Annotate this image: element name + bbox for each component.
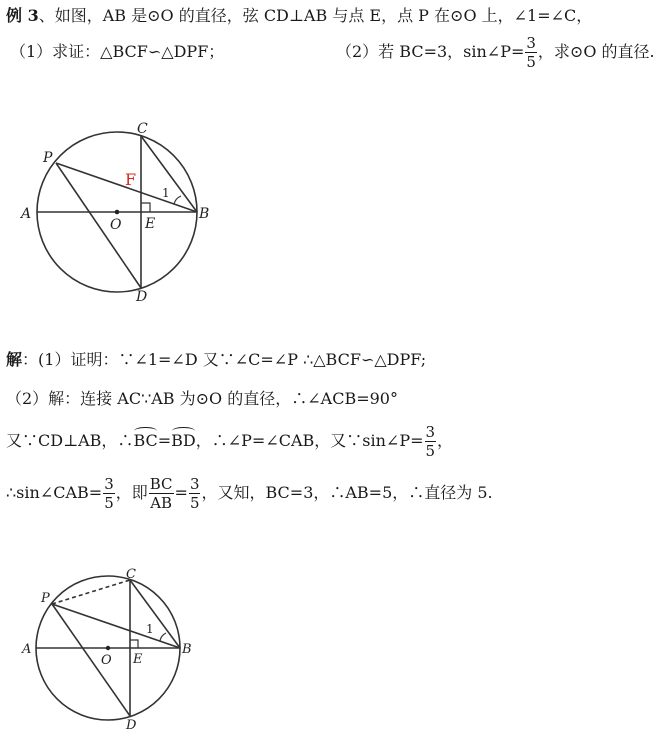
label-angle-1-2: 1 bbox=[146, 622, 154, 636]
segment-pd-2 bbox=[52, 604, 130, 716]
line4-denominator-1: 5 bbox=[104, 494, 114, 512]
solution-line-4 bbox=[6, 475, 493, 512]
line4-equals: = bbox=[174, 483, 188, 502]
line4-fraction-1 bbox=[103, 475, 115, 512]
label-a-2: A bbox=[22, 642, 32, 657]
line3-fraction bbox=[425, 423, 437, 460]
solution-line-2: （2）解：连接 AC∵AB 为⊙O 的直径，∴∠ACB=90° bbox=[6, 389, 398, 408]
geometry-figure-2 bbox=[0, 565, 230, 735]
label-f: F bbox=[125, 170, 137, 189]
arc-equals: = bbox=[157, 431, 172, 450]
line3-denominator: 5 bbox=[425, 442, 436, 460]
label-c-2: C bbox=[126, 567, 136, 582]
problem-part1: （1）求证：△BCF∽△DPF； bbox=[10, 42, 225, 61]
line4-fraction-3 bbox=[189, 475, 201, 512]
label-d: D bbox=[136, 289, 148, 305]
solution-line-1 bbox=[6, 350, 426, 370]
angle-1-arc-2 bbox=[160, 633, 166, 641]
label-b: B bbox=[199, 206, 210, 222]
label-o-2: O bbox=[101, 653, 112, 668]
solution-line-3-start: 又∵CD⊥AB，∴ bbox=[6, 431, 134, 450]
solution-line-1-text: ：(1）证明：∵∠1=∠D 又∵∠C=∠P ∴△BCF∽△DPF; bbox=[22, 350, 427, 369]
solution-line-3-end: ， bbox=[437, 431, 454, 450]
label-angle-1: 1 bbox=[162, 186, 170, 200]
part2-suffix: ，求⊙O 的直径. bbox=[537, 42, 655, 61]
problem-statement bbox=[6, 6, 592, 26]
label-p-2: P bbox=[41, 591, 50, 606]
part2-numerator: 3 bbox=[526, 34, 536, 52]
right-angle-mark bbox=[141, 203, 150, 212]
angle-1-arc bbox=[174, 196, 181, 204]
line4-numerator-3: 3 bbox=[189, 475, 200, 493]
label-a: A bbox=[21, 206, 32, 222]
solution-label: 解 bbox=[6, 350, 23, 369]
line4-denominator-3: 5 bbox=[189, 494, 200, 512]
segment-cb-2 bbox=[130, 580, 180, 648]
right-angle-mark-2 bbox=[130, 640, 138, 648]
solution-line-3 bbox=[6, 423, 453, 460]
part2-denominator: 5 bbox=[526, 53, 536, 71]
center-dot bbox=[115, 210, 120, 215]
center-dot-2 bbox=[106, 646, 110, 650]
solution-line-4-end: ，又知，BC=3，∴AB=5，∴直径为 5. bbox=[201, 483, 493, 502]
label-e-2: E bbox=[133, 652, 143, 667]
label-p: P bbox=[43, 150, 53, 166]
line4-fraction-2 bbox=[149, 475, 174, 512]
example-label: 例 3 bbox=[6, 6, 39, 25]
label-e: E bbox=[145, 216, 156, 232]
solution-line-4-start: ∴sin∠CAB= bbox=[6, 483, 103, 502]
label-o: O bbox=[110, 217, 122, 233]
problem-text: 、如图，AB 是⊙O 的直径，弦 CD⊥AB 与点 E，点 P 在⊙O 上，∠1=∠C， bbox=[38, 6, 593, 25]
part2-prefix: （2）若 BC=3，sin∠P= bbox=[336, 42, 525, 61]
line3-numerator: 3 bbox=[425, 423, 436, 441]
segment-pb-2 bbox=[52, 604, 180, 648]
geometry-figure-1 bbox=[0, 115, 240, 310]
label-d-2: D bbox=[126, 718, 137, 733]
arc-bc: BC bbox=[133, 427, 157, 451]
problem-part2 bbox=[336, 34, 655, 71]
segment-cb bbox=[141, 136, 197, 212]
arc-bd: BD bbox=[171, 427, 196, 451]
line4-numerator-2: BC bbox=[149, 475, 173, 493]
label-b-2: B bbox=[182, 642, 192, 657]
line4-denominator-2: AB bbox=[150, 494, 173, 512]
solution-line-4-mid: ，即 bbox=[115, 483, 148, 502]
part2-fraction bbox=[525, 34, 537, 71]
solution-line-3-mid: ，∴∠P=∠CAB，又∵sin∠P= bbox=[195, 431, 424, 450]
label-c: C bbox=[137, 121, 148, 137]
line4-numerator-1: 3 bbox=[104, 475, 114, 493]
